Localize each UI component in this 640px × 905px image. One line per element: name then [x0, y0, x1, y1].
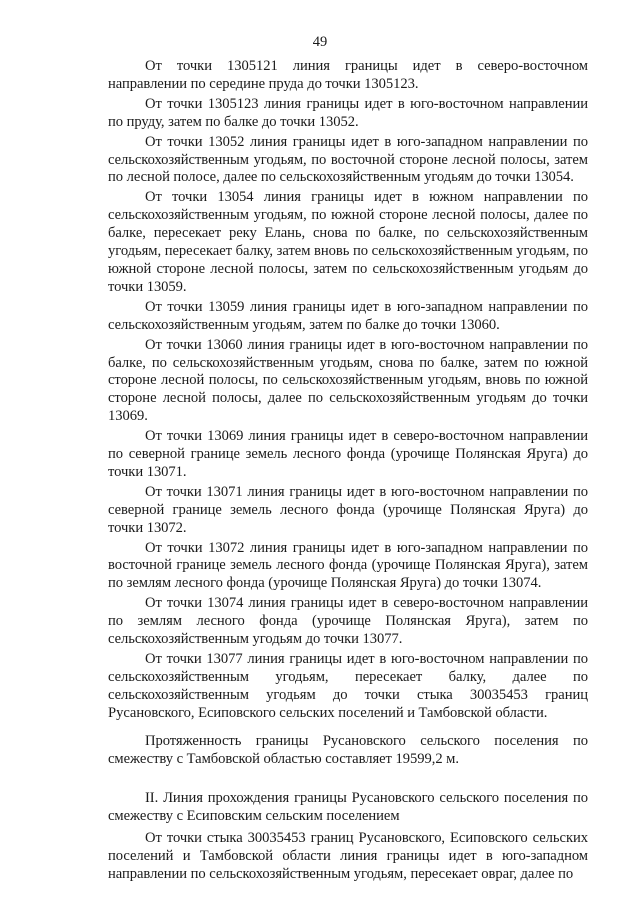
paragraph-3: От точки 13052 линия границы идет в юго-западном направлении по сельскохозяйственным угодьям, по восточной стороне лесной полосы, затем по лесной полосе, далее по сельскохозяйственным угодьям до точки 13054.	[108, 133, 588, 186]
paragraph-7: От точки 13069 линия границы идет в северо-восточном направлении по северной границе земель лесного фонда (урочище Полянская Яруга) до точки 13071.	[108, 428, 588, 480]
paragraph-1: От точки 1305121 линия границы идет в северо-восточном направлении по середине пруда до точки 1305123.	[108, 58, 588, 92]
page-number: 49	[312, 34, 328, 50]
paragraph-5: От точки 13059 линия границы идет в юго-западном направлении по сельскохозяйственным угодьям, затем по балке до точки 13060.	[108, 298, 588, 333]
paragraph-4: От точки 13054 линия границы идет в южном направлении по сельскохозяйственным угодьям, по южной стороне лесной полосы, далее по балке, пересекает реку Елань, снова по балке, по сельскохозяйственным угодьям, пересекает балку, затем вновь по сельскохозяйственным угодьям, по южной стороне лесной полосы, затем по сельскохозяйственным угодьям до точки 13059.	[108, 189, 588, 295]
paragraph-2: От точки 1305123 линия границы идет в юго-восточном направлении по пруду, затем по балке до точки 13052.	[108, 95, 588, 130]
paragraph-8: От точки 13071 линия границы идет в юго-восточном направлении по северной границе земель лесного фонда (урочище Полянская Яруга) до точки 13072.	[108, 483, 588, 536]
section-heading: II. Линия прохождения границы Русановского сельского поселения по смежеству с Есиповским сельским поселением	[108, 790, 588, 825]
document-body	[108, 58, 588, 886]
final-paragraph: От точки стыка 30035453 границ Русановского, Есиповского сельских поселений и Тамбовской области линия границы идет в юго-западном направлении по сельскохозяйственным угодьям, пересекает овраг, далее по	[108, 830, 588, 883]
length-summary-paragraph: Протяженность границы Русановского сельского поселения по смежеству с Тамбовской областью составляет 19599,2 м.	[108, 732, 588, 767]
paragraph-11: От точки 13077 линия границы идет в юго-восточном направлении по сельскохозяйственным угодьям, пересекает балку, далее по сельскохозяйственным угодьям до точки стыка 30035453 границ Русановского, Есиповского сельских поселений и Тамбовской области.	[108, 651, 588, 721]
paragraph-6: От точки 13060 линия границы идет в юго-восточном направлении по балке, по сельскохозяйственным угодьям, снова по балке, затем по южной стороне лесной полосы, по сельскохозяйственным угодьям, вновь по южной стороне лесной полосы, далее по сельскохозяйственным угодьям до точки 13069.	[108, 336, 588, 425]
paragraph-9: От точки 13072 линия границы идет в юго-западном направлении по восточной границе земель лесного фонда (урочище Полянская Яруга), затем по землям лесного фонда (урочище Полянская Яруга) до точки 13074.	[108, 539, 588, 592]
paragraph-10: От точки 13074 линия границы идет в северо-восточном направлении по землям лесного фонда (урочище Полянская Яруга), затем по сельскохозяйственным угодьям до точки 13077.	[108, 595, 588, 648]
